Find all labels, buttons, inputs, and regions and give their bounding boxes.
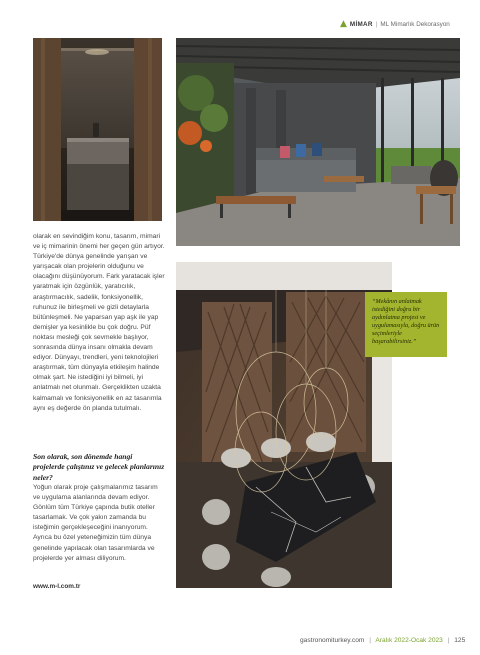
header-separator: | (375, 21, 378, 28)
page-footer (300, 637, 466, 644)
header-subtitle: ML Mimarlık Dekorasyon (380, 21, 450, 28)
page-header (340, 20, 475, 29)
section-label: MİMAR (349, 21, 373, 28)
body-paragraph: olarak en sevindiğim konu, tasarım, mimari ve iç mimarinin önemi her geçen gün artıyor. Türkiye'de dünya genelinde yarışan ve yarışacak olan projelerin olduğunu ve olacağını düşünüyorum. Fark yaratacak işler yaratmak için özgünlük, yaratıcılık, araştırmacılık, sadelik, fonksiyonellik, ruhunuz ile birleşmeli ve gizli detaylarla bütünleşmeli. Ne yaparsan yap aşk ile yap demişler ya kesinlikle bu çok doğru. Püf noktası mesleği çok sevmekle başlıyor, sonrasında dünya insanı olmakla devam ediyor. Dünyayı, trendleri, yeni teknolojileri araştırmak, tüm dünyayla etkileşim halinde olmak şart. Ne istediğini iyi bilmeli, iyi anlatmalı net olunmalı. Gerçeklikten uzakta kalmamalı ve fonksiyonellik en az tasarımla aynı eş değerde ön planda tutulmalı. (33, 233, 165, 412)
footer-site: gastronomiturkey.com (300, 637, 365, 644)
terrace-lounge-photo (176, 38, 460, 246)
page-number: 125 (454, 637, 466, 644)
bathroom-photo (33, 38, 162, 221)
interview-answer: Yoğun olarak proje çalışmalarımız tasarım ve uygulama alanlarında devam ediyor. Gönlüm tüm Türkiye çapında butik oteller tasarlamak. Ve çok yakın zamanda bu isteğimin gerçekleşeceğini inanıyorum. Ayrıca bu özel yeteneğimizin tüm dünya genelinde yapılacak olan tasarımlarda ve projelerde yer alması diliyorum. (33, 484, 158, 562)
footer-separator-2: | (447, 637, 450, 644)
leaf-icon: ▲ (340, 19, 347, 29)
website-link[interactable]: www.m-l.com.tr (33, 583, 81, 590)
footer-separator: | (369, 637, 371, 644)
footer-issue: Aralık 2022-Ocak 2023 (375, 637, 443, 644)
pull-quote: “Mekânın anlatmak istediğini doğru bir aydınlatma projesi ve uygulamasıyla, doğru ürün seçimleriyle başarabilirsiniz.” (365, 292, 447, 357)
interview-question: Son olarak, son dönemde hangi projelerde çalıştınız ve gelecek planlarınız neler? (33, 452, 165, 482)
dining-room-photo (176, 262, 392, 588)
